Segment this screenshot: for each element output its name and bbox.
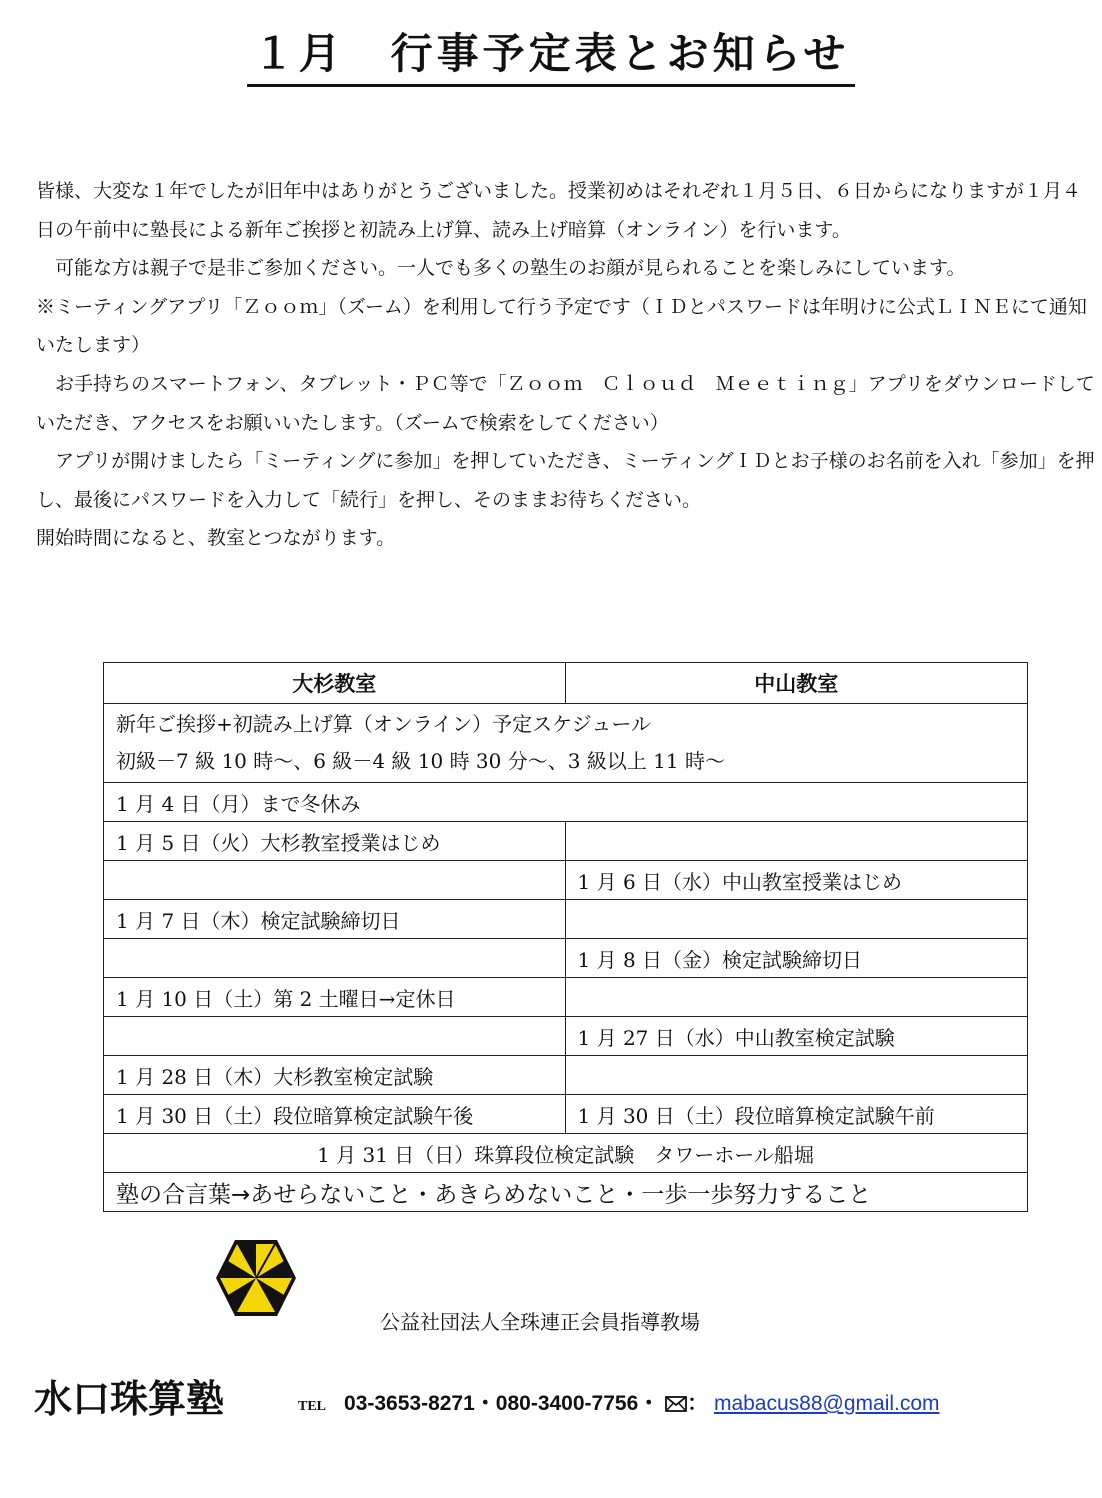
nakayama-cell (565, 900, 1028, 939)
online-schedule-cell (104, 704, 1028, 783)
envelope-icon (665, 1396, 687, 1412)
table-row (104, 1134, 1028, 1173)
schedule-table (103, 662, 1028, 1212)
table-row (104, 939, 1028, 978)
dan-exam-cell: 1 月 31 日（日）珠算段位検定試験 タワーホール船堀 (104, 1134, 1028, 1173)
table-row (104, 978, 1028, 1017)
association-text: 公益社団法人全珠連正会員指導教場 (380, 1310, 700, 1334)
notice-paragraph: お手持ちのスマートフォン、タブレット・ＰＣ等で「Ｚｏｏｍ Ｃｌｏｕｄ Ｍｅｅｔｉｎｇ」アプリをダウンロードしていただき、アクセスをお願いいたします。（ズームで検索をしてください） (36, 372, 1095, 434)
motto-cell: 塾の合言葉→あせらないこと・あきらめないこと・一歩一歩努力すること (104, 1173, 1028, 1212)
nakayama-cell: 1 月 8 日（金）検定試験締切日 (565, 939, 1028, 978)
contact-line (298, 1387, 940, 1417)
table-row (104, 900, 1028, 939)
hexagon-logo-icon (214, 1236, 298, 1320)
table-row (104, 822, 1028, 861)
osugi-cell (104, 861, 566, 900)
header-osugi: 大杉教室 (104, 663, 566, 704)
nakayama-cell (565, 1056, 1028, 1095)
mail-separator: ： (687, 1392, 709, 1415)
online-schedule-title: 新年ご挨拶+初読み上げ算（オンライン）予定スケジュール (116, 712, 651, 736)
winter-break-cell: 1 月 4 日（月）まで冬休み (104, 783, 1028, 822)
table-row (104, 861, 1028, 900)
table-header-row (104, 663, 1028, 704)
notice-paragraph: 皆様、大変な１年でしたが旧年中はありがとうございました。授業初めはそれぞれ１月５日、６日からになりますが１月４日の午前中に塾長による新年ご挨拶と初読み上げ算、読み上げ暗算（オンライン）を行います。 (36, 180, 1082, 241)
osugi-cell: 1 月 30 日（土）段位暗算検定試験午後 (104, 1095, 566, 1134)
table-row (104, 1056, 1028, 1095)
osugi-cell: 1 月 7 日（木）検定試験締切日 (104, 900, 566, 939)
osugi-cell (104, 939, 566, 978)
nakayama-cell (565, 822, 1028, 861)
online-schedule-row (104, 704, 1028, 783)
table-row (104, 783, 1028, 822)
osugi-cell: 1 月 10 日（土）第 2 土曜日→定休日 (104, 978, 566, 1017)
notice-paragraph: 開始時間になると、教室とつながります。 (36, 527, 396, 550)
nakayama-cell: 1 月 27 日（水）中山教室検定試験 (565, 1017, 1028, 1056)
nakayama-cell (565, 978, 1028, 1017)
page-title-wrap (0, 28, 1102, 87)
osugi-cell: 1 月 5 日（火）大杉教室授業はじめ (104, 822, 566, 861)
nakayama-cell: 1 月 30 日（土）段位暗算検定試験午前 (565, 1095, 1028, 1134)
table-row (104, 1017, 1028, 1056)
header-nakayama: 中山教室 (565, 663, 1028, 704)
notice-body (36, 172, 1096, 558)
motto-row (104, 1173, 1028, 1212)
phone-numbers: 03-3653-8271・080-3400-7756・ (344, 1392, 660, 1415)
tel-label: TEL (298, 1399, 327, 1414)
notice-paragraph: ※ミーティングアプリ「Ｚｏｏｍ」（ズーム）を利用して行う予定です（ＩＤとパスワードは年明けに公式ＬＩＮＥにて通知いたします） (36, 295, 1087, 357)
email-link[interactable]: mabacus88@gmail.com (713, 1392, 940, 1415)
nakayama-cell: 1 月 6 日（水）中山教室授業はじめ (565, 861, 1028, 900)
page-title: １月 行事予定表とお知らせ (247, 28, 856, 87)
notice-paragraph: 可能な方は親子で是非ご参加ください。一人でも多くの塾生のお顔が見られることを楽しみにしています。 (36, 257, 966, 280)
online-schedule-times: 初級－7 級 10 時～、6 級－4 級 10 時 30 分～、3 級以上 11 時～ (116, 749, 725, 773)
table-row (104, 1095, 1028, 1134)
notice-paragraph: アプリが開けましたら「ミーティングに参加」を押していただき、ミーティングＩＤとお子様のお名前を入れ「参加」を押し、最後にパスワードを入力して「続行」を押し、そのままお待ちください。 (36, 450, 1095, 511)
osugi-cell: 1 月 28 日（木）大杉教室検定試験 (104, 1056, 566, 1095)
osugi-cell (104, 1017, 566, 1056)
school-name: 水口珠算塾 (34, 1377, 225, 1421)
